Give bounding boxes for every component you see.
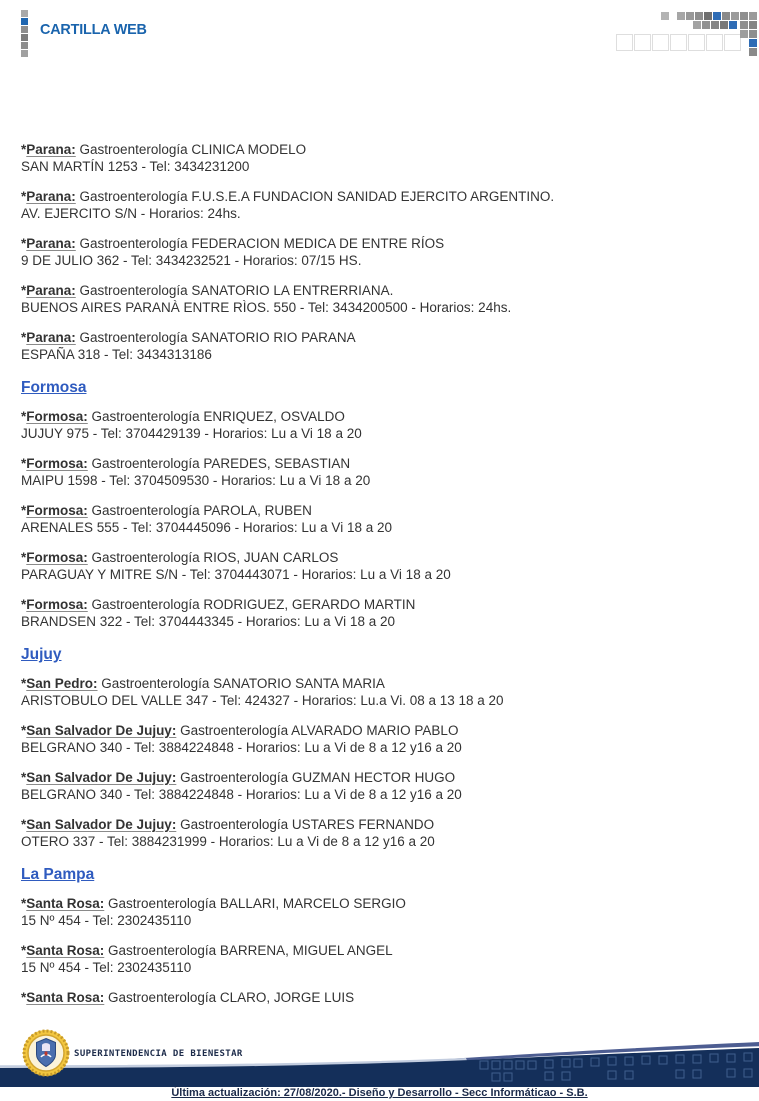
app-title: CARTILLA WEB xyxy=(40,21,147,38)
provider-entry xyxy=(21,597,741,630)
provider-entry xyxy=(21,550,741,583)
entry-label: *Santa Rosa: xyxy=(21,990,105,1005)
entry-line1: Gastroenterología ENRIQUEZ, OSVALDO xyxy=(87,409,345,424)
header xyxy=(0,0,759,60)
entry-line1: Gastroenterología RODRIGUEZ, GERARDO MARTIN xyxy=(87,597,416,612)
entry-line1: Gastroenterología CLARO, JORGE LUIS xyxy=(104,990,355,1005)
entry-line2: 9 DE JULIO 362 - Tel: 3434232521 - Horarios: 07/15 HS. xyxy=(21,252,362,268)
entry-label: *Formosa: xyxy=(21,503,88,518)
entry-label: *San Salvador De Jujuy: xyxy=(21,770,177,785)
section-heading-formosa[interactable]: Formosa xyxy=(21,379,87,396)
superintendencia-badge-icon xyxy=(22,1029,70,1077)
entry-label: *San Pedro: xyxy=(21,676,98,691)
provider-entry xyxy=(21,236,741,269)
footer-note: Última actualización: 27/08/2020.- Diseño y Desarrollo - Secc Informáticao - S.B. xyxy=(171,1087,588,1099)
provider-entry xyxy=(21,330,741,363)
entry-label: *Parana: xyxy=(21,142,76,157)
entry-label: *Parana: xyxy=(21,330,76,345)
entry-line2: ESPAÑA 318 - Tel: 3434313186 xyxy=(21,346,212,362)
entry-line1: Gastroenterología PAREDES, SEBASTIAN xyxy=(87,456,351,471)
entry-line1: Gastroenterología SANATORIO SANTA MARIA xyxy=(97,676,385,691)
provider-entry xyxy=(21,189,741,222)
entry-line1: Gastroenterología USTARES FERNANDO xyxy=(176,817,435,832)
entry-line2: JUJUY 975 - Tel: 3704429139 - Horarios: Lu a Vi 18 a 20 xyxy=(21,425,362,441)
provider-entry xyxy=(21,142,741,175)
entry-line2: SAN MARTÍN 1253 - Tel: 3434231200 xyxy=(21,158,250,174)
entry-label: *Parana: xyxy=(21,189,76,204)
directory xyxy=(21,142,741,1021)
entry-line2: PARAGUAY Y MITRE S/N - Tel: 3704443071 - Horarios: Lu a Vi 18 a 20 xyxy=(21,566,451,582)
footer-org-name: SUPERINTENDENCIA DE BIENESTAR xyxy=(74,1049,243,1059)
entry-label: *San Salvador De Jujuy: xyxy=(21,723,177,738)
entry-line2: AV. EJERCITO S/N - Horarios: 24hs. xyxy=(21,205,241,221)
provider-entry xyxy=(21,770,741,803)
entry-line1: Gastroenterología SANATORIO RIO PARANA xyxy=(75,330,356,345)
brand-squares-strip-icon xyxy=(20,10,30,57)
entry-line1: Gastroenterología ALVARADO MARIO PABLO xyxy=(176,723,459,738)
entry-line1: Gastroenterología BARRENA, MIGUEL ANGEL xyxy=(104,943,393,958)
footer xyxy=(0,1025,759,1101)
entry-line2: ARISTOBULO DEL VALLE 347 - Tel: 424327 - Horarios: Lu.a Vi. 08 a 13 18 a 20 xyxy=(21,692,504,708)
entry-line2: BELGRANO 340 - Tel: 3884224848 - Horarios: Lu a Vi de 8 a 12 y16 a 20 xyxy=(21,739,462,755)
entry-line1: Gastroenterología FEDERACION MEDICA DE ENTRE RÍOS xyxy=(75,236,445,251)
entry-label: *Formosa: xyxy=(21,597,88,612)
entry-line1: Gastroenterología RIOS, JUAN CARLOS xyxy=(87,550,339,565)
provider-entry xyxy=(21,283,741,316)
header-mosaic-decoration-icon xyxy=(607,8,759,64)
entry-line2: 15 Nº 454 - Tel: 2302435110 xyxy=(21,959,192,975)
section-heading-jujuy[interactable]: Jujuy xyxy=(21,646,62,663)
provider-entry xyxy=(21,456,741,489)
entry-label: *Santa Rosa: xyxy=(21,943,105,958)
entry-label: *Parana: xyxy=(21,283,76,298)
provider-entry xyxy=(21,503,741,536)
entry-line2: ARENALES 555 - Tel: 3704445096 - Horarios: Lu a Vi 18 a 20 xyxy=(21,519,392,535)
entry-line2: OTERO 337 - Tel: 3884231999 - Horarios: Lu a Vi de 8 a 12 y16 a 20 xyxy=(21,833,435,849)
provider-entry xyxy=(21,409,741,442)
provider-entry xyxy=(21,896,741,929)
entry-line2: BELGRANO 340 - Tel: 3884224848 - Horarios: Lu a Vi de 8 a 12 y16 a 20 xyxy=(21,786,462,802)
entry-line2: 15 Nº 454 - Tel: 2302435110 xyxy=(21,912,192,928)
entry-line1: Gastroenterología SANATORIO LA ENTRERRIANA. xyxy=(75,283,394,298)
entry-label: *San Salvador De Jujuy: xyxy=(21,817,177,832)
entry-label: *Formosa: xyxy=(21,456,88,471)
entry-line1: Gastroenterología GUZMAN HECTOR HUGO xyxy=(176,770,456,785)
entry-line1: Gastroenterología PAROLA, RUBEN xyxy=(87,503,312,518)
entry-line1: Gastroenterología BALLARI, MARCELO SERGIO xyxy=(104,896,406,911)
entry-label: *Santa Rosa: xyxy=(21,896,105,911)
provider-entry xyxy=(21,943,741,976)
entry-line1: Gastroenterología CLINICA MODELO xyxy=(75,142,307,157)
entry-label: *Formosa: xyxy=(21,550,88,565)
provider-entry xyxy=(21,723,741,756)
entry-line2: BRANDSEN 322 - Tel: 3704443345 - Horarios: Lu a Vi 18 a 20 xyxy=(21,613,395,629)
section-heading-la-pampa[interactable]: La Pampa xyxy=(21,866,95,883)
provider-entry xyxy=(21,676,741,709)
provider-entry xyxy=(21,990,741,1007)
entry-line2: MAIPU 1598 - Tel: 3704509530 - Horarios: Lu a Vi 18 a 20 xyxy=(21,472,371,488)
entry-line2: BUENOS AIRES PARANÀ ENTRE RÌOS. 550 - Tel: 3434200500 - Horarios: 24hs. xyxy=(21,299,512,315)
provider-entry xyxy=(21,817,741,850)
entry-line1: Gastroenterología F.U.S.E.A FUNDACION SANIDAD EJERCITO ARGENTINO. xyxy=(75,189,555,204)
entry-label: *Formosa: xyxy=(21,409,88,424)
entry-label: *Parana: xyxy=(21,236,76,251)
